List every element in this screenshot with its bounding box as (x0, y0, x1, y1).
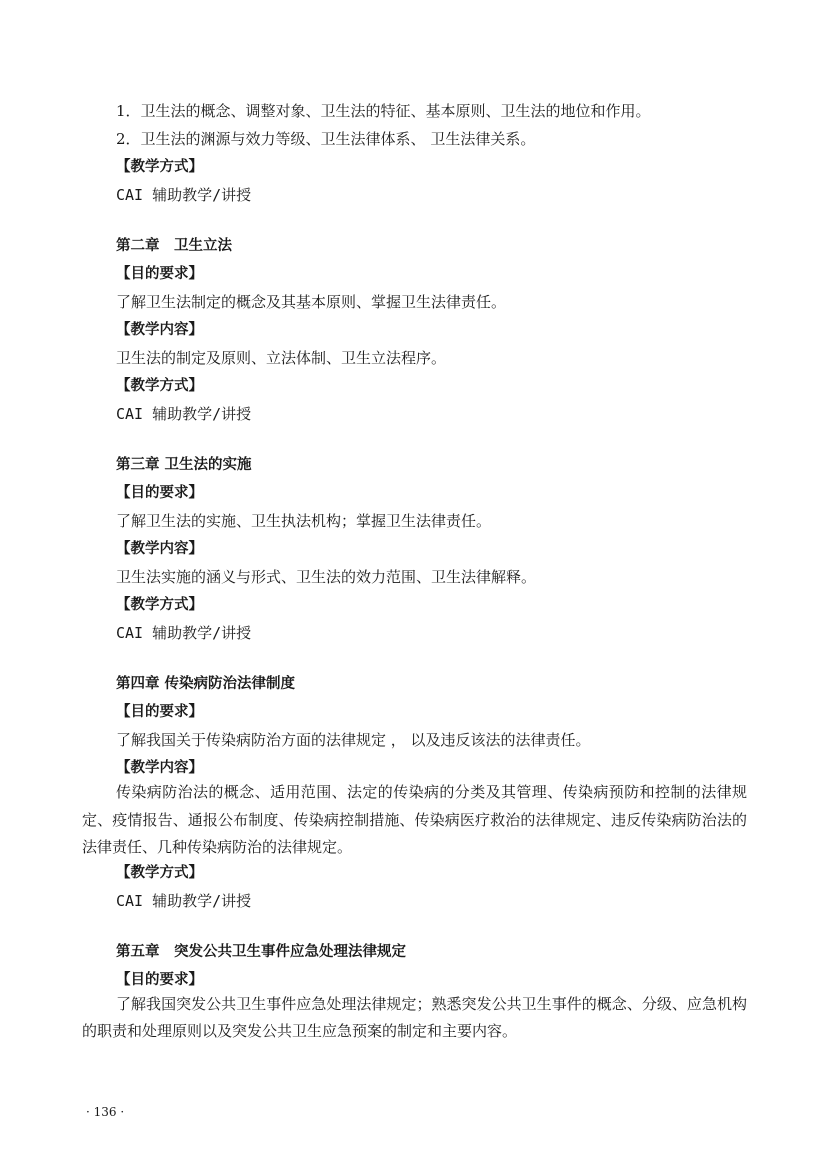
content-text: 传染病防治法的概念、适用范围、法定的传染病的分类及其管理、传染病预防和控制的法律规定、疫情报告、通报公布制度、传染病控制措施、传染病医疗救治的法律规定、违反传染病防治法的法律责任、几种传染病防治的法律规定。 (82, 783, 747, 856)
goal-text: 了解我国关于传染病防治方面的法律规定 ， 以及违反该法的法律责任。 (116, 731, 591, 749)
intro-item: 2．卫生法的渊源与效力等级、卫生法律体系、 卫生法律关系。 (116, 130, 536, 148)
method-text: CAI 辅助教学/讲授 (116, 186, 252, 204)
content-label: 【教学内容】 (116, 541, 203, 557)
goal-label: 【目的要求】 (116, 704, 203, 720)
goal-label: 【目的要求】 (116, 485, 203, 501)
chapter-title: 第三章 卫生法的实施 (116, 457, 252, 473)
method-text: CAI 辅助教学/讲授 (116, 891, 252, 910)
content-text: 卫生法的制定及原则、立法体制、卫生立法程序。 (116, 349, 447, 367)
goal-label: 【目的要求】 (116, 971, 203, 988)
chapter-title: 第五章 突发公共卫生事件应急处理法律规定 (116, 943, 406, 960)
goal-label: 【目的要求】 (116, 266, 203, 282)
page-number: · 136 · (86, 1105, 125, 1119)
method-text: CAI 辅助教学/讲授 (116, 405, 252, 423)
chapter-title: 第四章 传染病防治法律制度 (116, 676, 296, 692)
method-label: 【教学方式】 (116, 159, 203, 175)
method-text: CAI 辅助教学/讲授 (116, 624, 252, 642)
page-content (82, 100, 747, 1046)
goal-text: 了解我国突发公共卫生事件应急处理法律规定；熟悉突发公共卫生事件的概念、分级、应急机构的职责和处理原则以及突发公共卫生应急预案的制定和主要内容。 (82, 994, 747, 1040)
intro-item: 1．卫生法的概念、调整对象、卫生法的特征、基本原则、卫生法的地位和作用。 (116, 102, 651, 120)
content-label: 【教学内容】 (116, 322, 203, 338)
method-label: 【教学方式】 (116, 378, 203, 394)
method-label: 【教学方式】 (116, 864, 203, 881)
content-label: 【教学内容】 (116, 760, 203, 776)
goal-text: 了解卫生法的实施、卫生执法机构；掌握卫生法律责任。 (116, 512, 492, 530)
goal-text: 了解卫生法制定的概念及其基本原则、掌握卫生法律责任。 (116, 293, 507, 311)
chapter-title: 第二章 卫生立法 (116, 238, 232, 254)
content-text: 卫生法实施的涵义与形式、卫生法的效力范围、卫生法律解释。 (116, 568, 537, 586)
method-label: 【教学方式】 (116, 597, 203, 613)
